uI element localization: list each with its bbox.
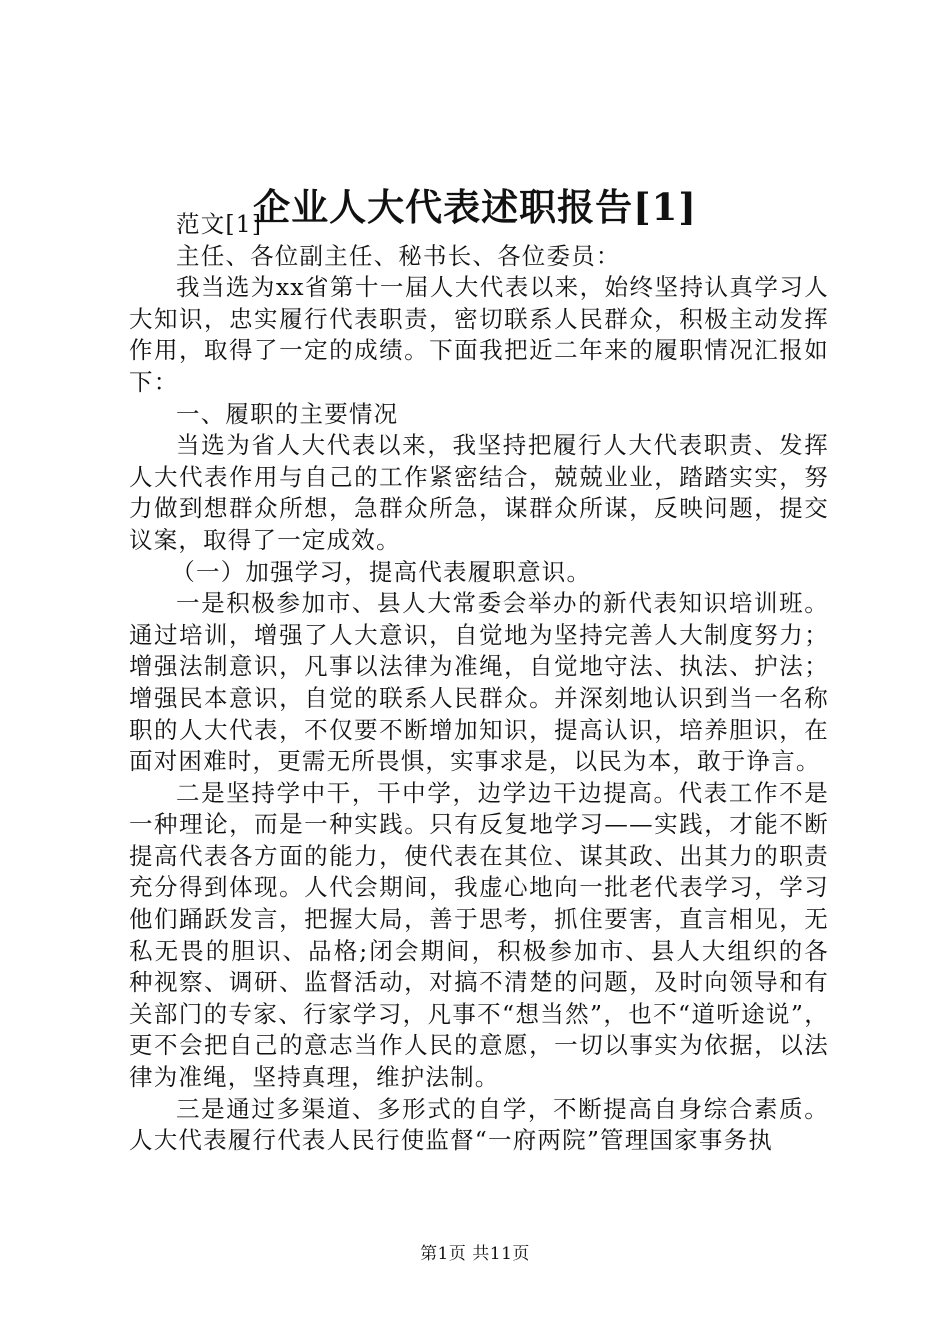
paragraph-point-two: 二是坚持学中干，干中学，边学边干边提高。代表工作不是一种理论，而是一种实践。只有反复地学习——实践，才能不断提高代表各方面的能力，使代表在其位、谋其政、出其力的职责充分得到体现。人代会期间，我虚心地向一批老代表学习，学习他们踊跃发言，把握大局，善于思考，抓住要害，直言相见，无私无畏的胆识、品格;闭会期间，积极参加市、县人大组织的各种视察、调研、监督活动，对搞不清楚的问题，及时向领导和有关部门的专家、行家学习，凡事不“想当然”，也不“道听途说”，更不会把自己的意志当作人民的意愿，一切以事实为依据，以法律为准绳，坚持真理，维护法制。 [129, 778, 829, 1092]
paragraph-point-one: 一是积极参加市、县人大常委会举办的新代表知识培训班。通过培训，增强了人大意识，自觉地为坚持完善人大制度努力；增强法制意识，凡事以法律为准绳，自觉地守法、执法、护法；增强民本意识，自觉的联系人民群众。并深刻地认识到当一名称职的人大代表，不仅要不断增加知识，提高认识，培养胆识，在面对困难时，更需无所畏惧，实事求是，以民为本，敢于诤言。 [129, 589, 829, 776]
document-title: 企业人大代表述职报告[1] [253, 185, 697, 229]
paragraph-sample-label: 范文[1] [176, 210, 263, 238]
paragraph-duties-overview: 当选为省人大代表以来，我坚持把履行人大代表职责、发挥人大代表作用与自己的工作紧密结合，兢兢业业，踏踏实实，努力做到想群众所想，急群众所急，谋群众所谋，反映问题，提交议案，取得了一定成效。 [129, 431, 829, 554]
subsection-heading-study: （一）加强学习，提高代表履职意识。 [171, 557, 592, 586]
paragraph-salutation: 主任、各位副主任、秘书长、各位委员： [176, 241, 621, 270]
section-heading-main-duties: 一、履职的主要情况 [176, 399, 399, 428]
paragraph-point-three: 三是通过多渠道、多形式的自学，不断提高自身综合素质。人大代表履行代表人民行使监督“一府两院”管理国家事务执 [129, 1094, 829, 1155]
page-number-footer: 第1页 共11页 [420, 1244, 530, 1264]
document-body [129, 209, 829, 1157]
paragraph-intro: 我当选为xx省第十一届人大代表以来，始终坚持认真学习人大知识，忠实履行代表职责，密切联系人民群众，积极主动发挥作用，取得了一定的成绩。下面我把近二年来的履职情况汇报如下： [129, 273, 829, 396]
